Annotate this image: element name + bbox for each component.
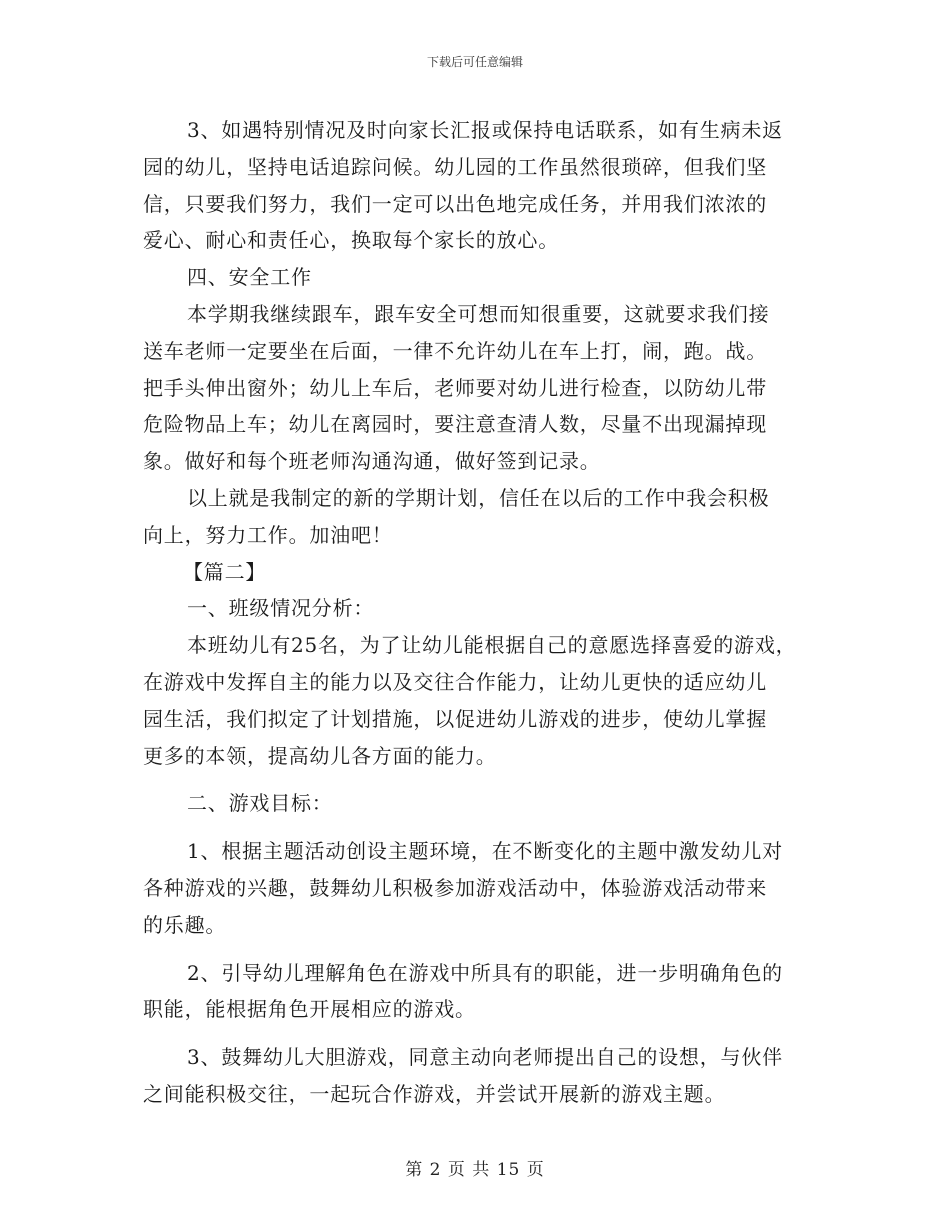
section-heading: 四、安全工作 (187, 265, 312, 290)
paragraph-line: 把手头伸出窗外；幼儿上车后，老师要对幼儿进行检查，以防幼儿带 (143, 375, 767, 400)
paragraph-line: 本班幼儿有25名，为了让幼儿能根据自己的意愿选择喜爱的游戏， (187, 633, 797, 658)
paragraph-line: 向上，努力工作。加油吧！ (143, 522, 393, 547)
paragraph-line: 危险物品上车；幼儿在离园时，要注意查清人数，尽量不出现漏掉现 (143, 412, 767, 437)
page-number: 第 2 页 共 15 页 (405, 1160, 545, 1180)
paragraph-line: 本学期我继续跟车，跟车安全可想而知很重要，这就要求我们接 (187, 301, 770, 326)
paragraph-line: 之间能积极交往，一起玩合作游戏，并尝试开展新的游戏主题。 (143, 1081, 726, 1106)
paragraph-line: 2、引导幼儿理解角色在游戏中所具有的职能，进一步明确角色的 (187, 960, 783, 985)
section-title: 【篇二】 (183, 559, 267, 584)
paragraph-line: 信，只要我们努力，我们一定可以出色地完成任务，并用我们浓浓的 (143, 191, 767, 216)
section-heading: 一、班级情况分析： (187, 596, 375, 621)
paragraph-line: 1、根据主题活动创设主题环境，在不断变化的主题中激发幼儿对 (187, 839, 783, 864)
paragraph-line: 爱心、耐心和责任心，换取每个家长的放心。 (143, 228, 559, 253)
document-body (143, 112, 823, 1113)
paragraph-line: 以上就是我制定的新的学期计划，信任在以后的工作中我会积极 (187, 485, 770, 510)
paragraph-line: 在游戏中发挥自主的能力以及交往合作能力，让幼儿更快的适应幼儿 (143, 669, 767, 694)
paragraph-line: 各种游戏的兴趣，鼓舞幼儿积极参加游戏活动中，体验游戏活动带来 (143, 875, 767, 900)
page-header: 下载后可任意编辑 (426, 55, 523, 69)
section-heading: 二、游戏目标： (187, 791, 333, 816)
paragraph-line: 园生活，我们拟定了计划措施，以促进幼儿游戏的进步，使幼儿掌握 (143, 706, 767, 731)
paragraph-line: 3、如遇特别情况及时向家长汇报或保持电话联系，如有生病未返 (187, 118, 783, 142)
paragraph-line: 3、鼓舞幼儿大胆游戏，同意主动向老师提出自己的设想，与伙伴 (187, 1045, 783, 1070)
paragraph-line: 的乐趣。 (143, 912, 227, 937)
paragraph-line: 象。做好和每个班老师沟通沟通，做好签到记录。 (143, 449, 601, 474)
paragraph-line: 更多的本领，提高幼儿各方面的能力。 (143, 743, 497, 768)
paragraph-line: 职能，能根据角色开展相应的游戏。 (143, 997, 476, 1022)
paragraph-line: 园的幼儿，坚持电话追踪问候。幼儿园的工作虽然很琐碎，但我们坚 (143, 154, 767, 179)
paragraph-line: 送车老师一定要坐在后面，一律不允许幼儿在车上打，闹，跑。战。 (143, 338, 767, 363)
